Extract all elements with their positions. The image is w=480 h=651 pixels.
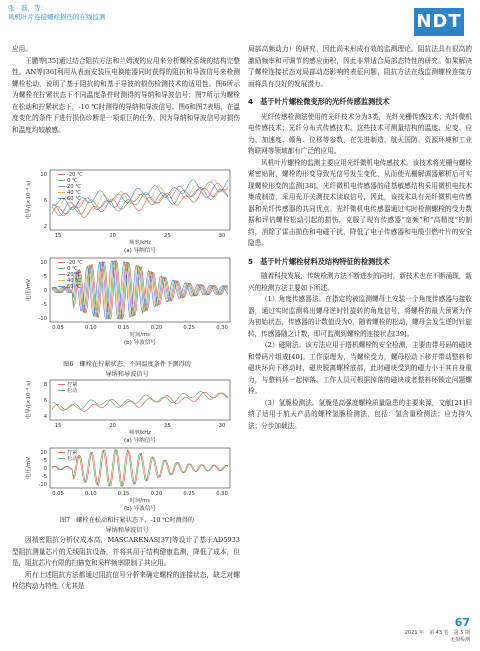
- fig7a-xlabel: 频率/kHz: [129, 430, 151, 436]
- fig7b-xtick: 0.10: [85, 491, 97, 497]
- fig6b-xtick: 0.25: [183, 325, 195, 331]
- right-paragraph-1: 局部高频动力）的研究，因此尚未形成有效的监测理论。阻抗法具有很高的激励频率和可调节的感应面积，因此非常适合局部态特性的研究。如果解决了螺栓连接状态对局部动态影响的表征问题，阻抗方法在线监测螺栓连接方面将具有良好的发展潜力。: [248, 45, 472, 88]
- fig6a-xtick: 20: [109, 233, 116, 239]
- fig7a-ytick: 6: [43, 398, 47, 404]
- fig7a-xtick: 30: [218, 423, 226, 429]
- section-4-heading: 4 基于叶片螺栓微变形的光纤传感监测技术: [248, 97, 390, 106]
- left-paragraph-3: 因精密阻抗分析仪成本高，MASCARENAS[37]等设计了基于AD5933型阻抗测量芯片的无线阻抗设备，并将其用于结构健康监测，降低了成本，但是，阻抗芯片有限的扫描宽和采样频率限制了其应用。: [12, 536, 240, 567]
- right-paragraph-4: 随着科技发展，传统检测方法不断进步的同时，新技术也在不断涌现，新兴的检测方法主要如下所述。: [248, 272, 472, 292]
- fig7b-xtick: 0.05: [52, 491, 64, 497]
- fig6b-ytick: 0: [43, 288, 47, 294]
- right-paragraph-7: （3）氢脆检测法。氢脆是高强度螺栓质量隐患的主要来源，文献[21]归纳了适用于航天产品的螺栓氢脆检测法，包括：氢含量检测法；应力持久法；分步加载法。: [248, 398, 472, 430]
- left-paragraph-4: 所有上述阻抗方法都通过阻抗信号分析来确定螺栓的连接状态，缺乏对螺栓结构动力特性（尤其是: [12, 570, 240, 590]
- fig6a-legend-label: 20 ℃: [67, 184, 82, 190]
- journal-logo: NDT: [414, 8, 464, 36]
- figure-7-caption-line-2: 导纳和导波信号: [105, 527, 149, 534]
- figure-6-caption-line-2: 导纳和导波信号: [105, 371, 149, 378]
- fig6a: [24, 170, 230, 254]
- fig6a-xlabel: 频率/kHz: [129, 240, 151, 246]
- fig7b-xtick: 0.15: [117, 491, 130, 497]
- page-footer: [405, 616, 470, 643]
- fig6b-subcaption: (b) 导波信号: [123, 340, 157, 346]
- fig7a-ytick: 8: [43, 382, 47, 388]
- fig7a-legend-label: 拧紧: [67, 382, 78, 388]
- fig7a-ylabel: 电导/(×10⁻⁴ s): [26, 380, 32, 420]
- fig6a-legend-label: -20 ℃: [67, 172, 83, 178]
- fig7b-ytick: -5: [41, 474, 47, 480]
- left-paragraph-1: 应用。: [12, 45, 32, 53]
- fig6a-subcaption: (a) 导纳信号: [124, 248, 156, 254]
- right-paragraph-6: （2）磁附法。该方法应用于塔机螺栓的安全检测，主要由带号码的磁块和带码片组成[40]。工作原理为，当螺栓受力，螺母松动下移并带动整料和磁块环向下移动时，磁块脱离螺栓底部，此时磁块受到的磁力小于其自身重力，与整料环一起掉落。工作人员可根据掉落的磁块或者整料环锁定问题螺栓。: [248, 341, 472, 395]
- fig6b-ytick: -5: [41, 302, 47, 308]
- fig7a-ytick: 4: [43, 414, 47, 420]
- fig6b-xtick: 0.15: [117, 325, 130, 331]
- fig6b-xtick: 0.20: [150, 325, 163, 331]
- fig7b-legend-label: 拧紧: [67, 450, 78, 456]
- fig6b-xtick: 0.30: [216, 325, 228, 331]
- figure-6-caption-line-1: 图6 螺栓在拧紧状态、不同温度条件下测得的: [63, 361, 191, 368]
- left-paragraph-2: 王鹏等[35]通过结合阻抗方法和兰姆波的应用来分析螺栓系统的结构完整性。AN等[36]利用从表面安装压电换能器同时获得的阻抗和导波信号来检测螺栓松动，说明了基于阻抗的和基于导波的损伤检测技术的适用性。图6所示为螺栓在拧紧状态下不同温度条件时测得的导纳和导波信号；图7所示为螺栓在松动和拧紧状态下，-10 ℃时测得的导纳和导波信号。图6和图7表明，在温度变化的条件下进行损伤诊断是一项艰巨的任务，因为导纳和导波信号对损伤和温度均较敏感。: [12, 56, 240, 134]
- fig7a-subcaption: (a) 导纳信号: [124, 438, 156, 444]
- fig7b-xlabel: 时间/ms: [130, 498, 150, 504]
- fig6a-ytick: 6: [43, 198, 47, 204]
- fig6b-legend-label: -20 ℃: [67, 260, 83, 266]
- fig7b-ytick: 5: [43, 458, 47, 464]
- fig6b: [24, 258, 230, 346]
- journal-name: 无损检测: [449, 637, 470, 643]
- fig6b-xtick: 0.10: [85, 325, 97, 331]
- fig6b-ytick: 10: [40, 260, 47, 266]
- fig6b-xlabel: 时间/ms: [130, 332, 150, 338]
- fig6b-legend-label: 0 ℃: [67, 266, 78, 272]
- fig6b-ytick: -10: [38, 316, 47, 322]
- fig6a-legend-label: 0 ℃: [67, 178, 78, 184]
- page-number: 67: [454, 616, 470, 629]
- fig6a-xtick: 25: [164, 233, 171, 239]
- fig6b-xtick: 0.05: [52, 325, 64, 331]
- figure-7-caption-line-1: 图7 螺栓在松动和拧紧状态下，-10 ℃时测得的: [59, 517, 195, 524]
- section-5-heading: 5 基于叶片螺栓材料及结构特征的检测技术: [248, 256, 390, 266]
- fig7b: [24, 448, 230, 512]
- fig7a: [24, 380, 230, 444]
- figure-6-plots: [14, 166, 240, 356]
- fig6a-ylabel: 电导/(×10⁻⁴ s): [26, 180, 32, 220]
- fig7a-xtick: 15: [54, 423, 62, 429]
- fig7b-ytick: 10: [40, 450, 47, 456]
- left-column-top: [12, 44, 240, 136]
- fig6a-legend-label: 60 ℃: [67, 196, 82, 202]
- fig6b-legend-label: 40 ℃: [67, 278, 82, 284]
- left-column-bottom: [12, 535, 240, 593]
- fig7b-subcaption: (b) 导波信号: [123, 506, 157, 512]
- fig6b-ylabel: 电压/mV: [26, 279, 32, 301]
- journal-issue: 2021 年 第 43 卷 第 5 期: [404, 630, 470, 636]
- fig6a-xtick: 15: [54, 233, 62, 239]
- fig7b-xtick: 0.25: [183, 491, 195, 497]
- figure-6: [14, 166, 240, 380]
- fig7b-xtick: 0.20: [150, 491, 163, 497]
- right-paragraph-3: 风机叶片螺栓的监测主要应用光纤微机电传感技术。该技术将光栅与螺栓紧密贴附，螺栓的形变导致光信号发生变化，从而使光栅解调器解析后可实现螺栓形变的监测[38]。光纤微机电传感器的硅基敏感结构采用微机电技术集成制造，采用光开关测技术读取信号，因此，该技术具有光纤微机电传感器和光纤传感器的共同优点。光纤微机电传感器通过实时检测螺栓的受力数据和评估螺栓松动引起的损伤，克服了现有传感器“宽频”和“高精度”的制约，消除了雷击损伤和电磁干扰，降低了电子传感器和电缆引燃叶片的安全隐患。: [248, 158, 472, 247]
- right-paragraph-2: 光纤传感检测法使用的光纤技术分为3类，光纤光栅传感技术；光纤微机电传感技术；光纤分布式传感技术。这些技术可测量结构的温度、应变、应力、加速度、倾角、位移等参数，在先进制造、航天国防、资源环境和工业物联网等领域都有广泛的应用。: [248, 112, 472, 155]
- fig7b-legend-label: 松动: [67, 456, 78, 462]
- header-bar: [0, 0, 480, 42]
- figure-7-plots: [14, 376, 240, 512]
- right-column: [248, 44, 472, 432]
- fig6a-ytick: 2: [43, 224, 47, 230]
- fig6b-legend-label: 60 ℃: [67, 284, 82, 290]
- fig7a-legend-label: 松动: [67, 388, 78, 394]
- fig6a-legend-label: 40 ℃: [67, 190, 82, 196]
- running-head-title: 风机叶片连接螺栓损伤的在线监测: [8, 13, 106, 21]
- figure-7-caption: [14, 516, 240, 536]
- fig6a-ytick: 10: [40, 172, 47, 178]
- running-head-authors: 张 磊，等：: [8, 4, 47, 12]
- fig6a-xtick: 30: [218, 233, 226, 239]
- figure-7: [14, 376, 240, 536]
- fig7b-ylabel: 电压/mV: [26, 457, 32, 479]
- fig7b-ytick: 0: [43, 466, 47, 472]
- fig7a-xtick: 20: [109, 423, 116, 429]
- right-paragraph-5: （1）角度传感器法。在指定的被监测螺母上安装一个角度传感器与接收器，通过实时监测将出螺母逆时针旋转的角度信号，将螺栓的最大预紧力作为初始状态，传感器的计数值设为0，随着螺栓的松动，螺母会发生逆时针旋转，传感器随之计数，即可监测到螺栓的连接状态[39]。: [248, 295, 472, 338]
- fig6b-ytick: 5: [43, 274, 47, 280]
- fig7a-xtick: 25: [164, 423, 171, 429]
- fig7b-ytick: -10: [38, 482, 47, 488]
- fig6b-legend-label: 20 ℃: [67, 272, 82, 278]
- fig7b-xtick: 0.30: [216, 491, 228, 497]
